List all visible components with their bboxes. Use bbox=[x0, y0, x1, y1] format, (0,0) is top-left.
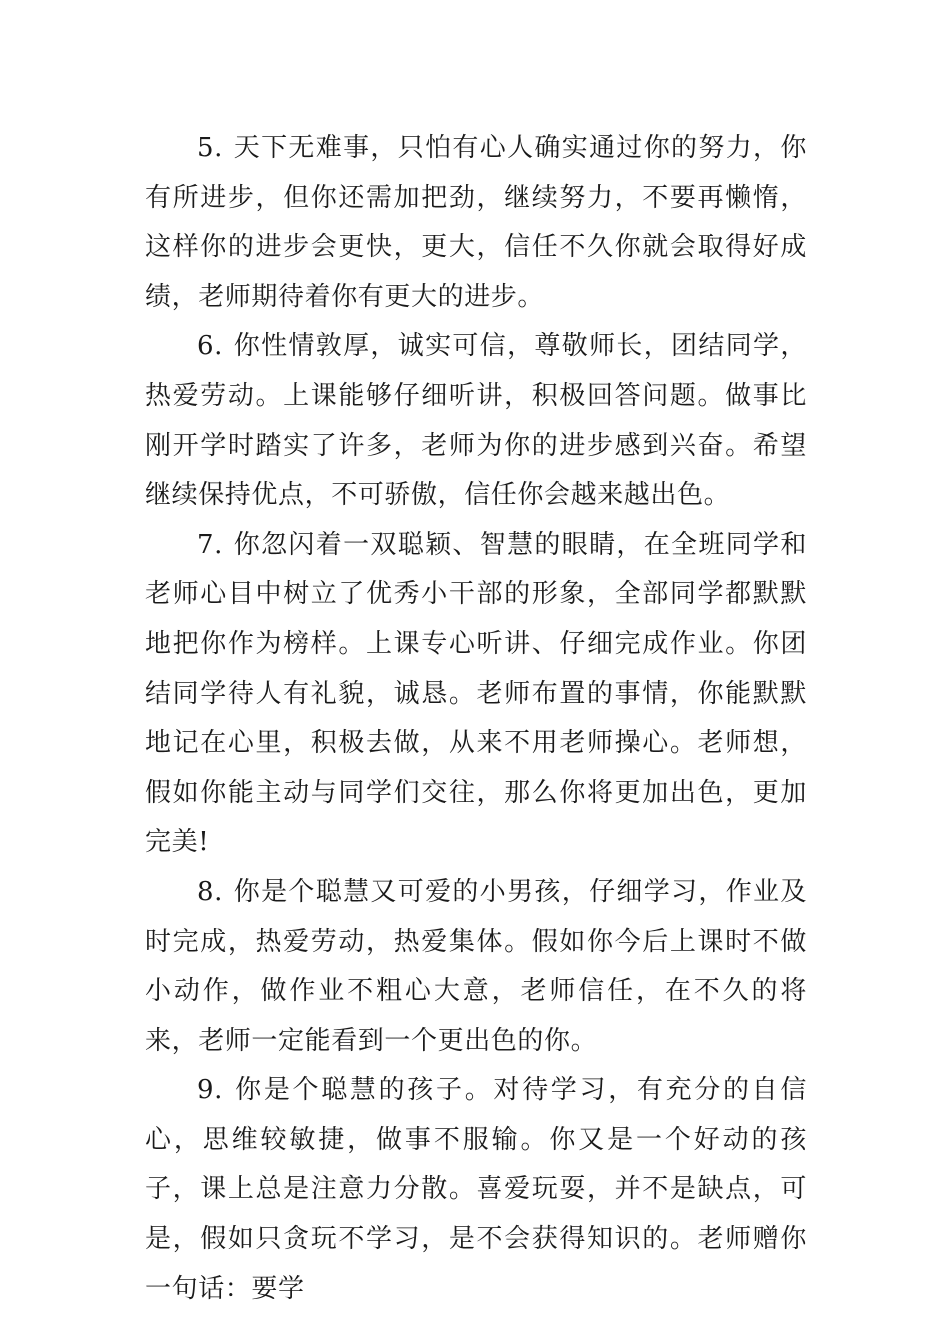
paragraph-text: 你性情敦厚，诚实可信，尊敬师长，团结同学，热爱劳动。上课能够仔细听讲，积极回答问题。做事比刚开学时踏实了许多，老师为你的进步感到兴奋。希望继续保持优点，不可骄傲，信任你会越来越出色。 bbox=[145, 331, 807, 511]
paragraph-text: 你是个聪慧的孩子。对待学习，有充分的自信心，思维较敏捷，做事不服输。你又是一个好动的孩子，课上总是注意力分散。喜爱玩耍，并不是缺点，可是，假如只贪玩不学习，是不会获得知识的。老师赠你一句话：要学 bbox=[145, 1075, 807, 1304]
paragraph-number: 8. bbox=[197, 876, 224, 907]
document-body bbox=[145, 124, 807, 1314]
paragraph-text: 你是个聪慧又可爱的小男孩，仔细学习，作业及时完成，热爱劳动，热爱集体。假如你今后上课时不做小动作，做作业不粗心大意，老师信任，在不久的将来，老师一定能看到一个更出色的你。 bbox=[145, 876, 807, 1056]
paragraph-number: 7. bbox=[197, 529, 224, 560]
paragraph-6 bbox=[145, 322, 807, 520]
paragraph-7 bbox=[145, 521, 807, 868]
paragraph-number: 9. bbox=[197, 1075, 224, 1106]
paragraph-5 bbox=[145, 124, 807, 322]
paragraph-9 bbox=[145, 1066, 807, 1314]
paragraph-text: 天下无难事，只怕有心人确实通过你的努力，你有所进步，但你还需加把劲，继续努力，不要再懒惰，这样你的进步会更快，更大，信任不久你就会取得好成绩，老师期待着你有更大的进步。 bbox=[145, 133, 807, 312]
paragraph-number: 5. bbox=[197, 133, 224, 163]
paragraph-8 bbox=[145, 868, 807, 1066]
paragraph-number: 6. bbox=[197, 331, 224, 362]
paragraph-text: 你忽闪着一双聪颖、智慧的眼睛，在全班同学和老师心目中树立了优秀小干部的形象，全部同学都默默地把你作为榜样。上课专心听讲、仔细完成作业。你团结同学待人有礼貌，诚恳。老师布置的事情，你能默默地记在心里，积极去做，从来不用老师操心。老师想，假如你能主动与同学们交往，那么你将更加出色，更加完美! bbox=[145, 529, 807, 858]
